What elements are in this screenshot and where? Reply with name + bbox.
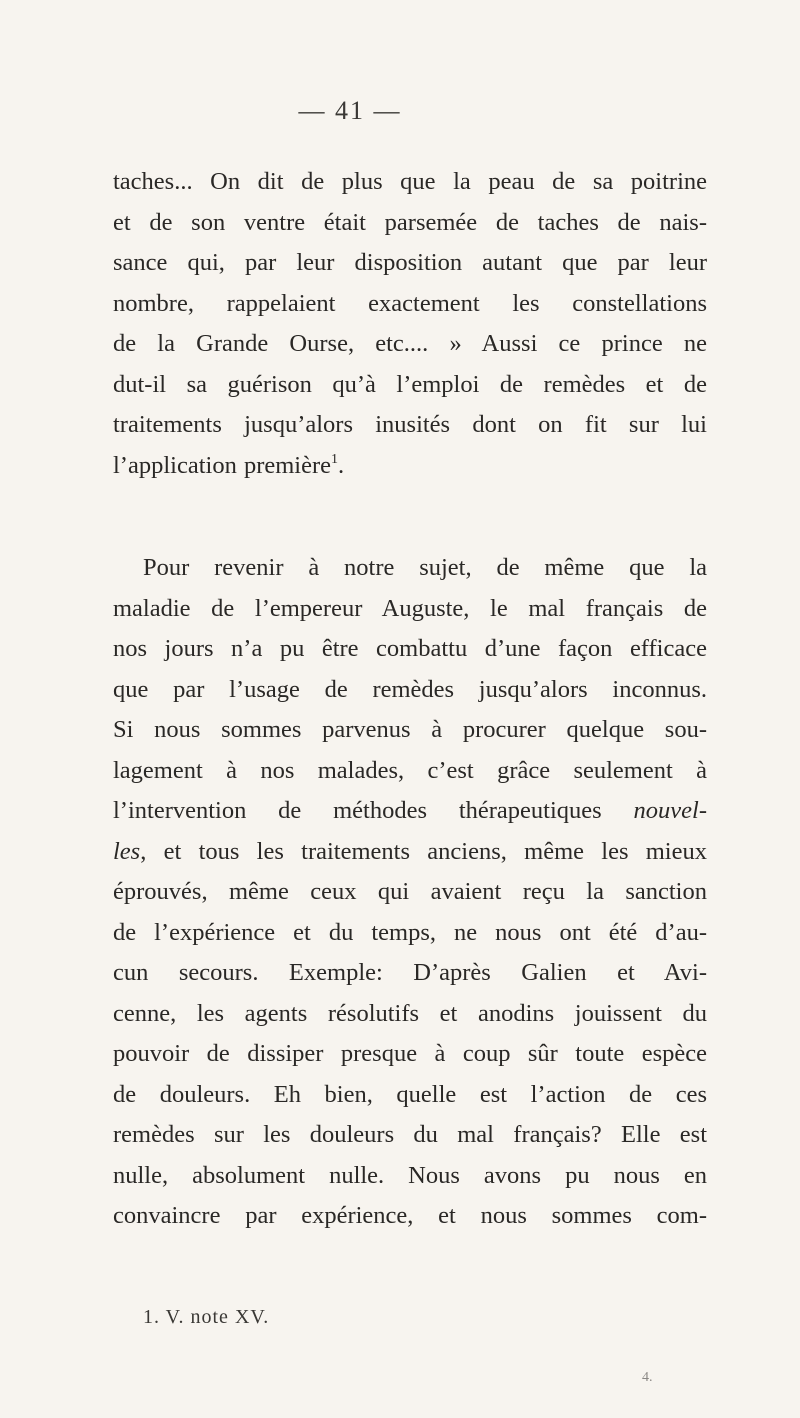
text-line: nombre, rappelaient exactement les constellations [113, 289, 707, 317]
text-line: sance qui, par leur disposition autant que par leur [113, 249, 707, 276]
text-line: Pour revenir à notre sujet, de même que la [143, 554, 707, 581]
text-line: pouvoir de dissiper presque à coup sûr toute espèce [113, 1040, 707, 1067]
text-line [113, 832, 707, 873]
text-line [113, 791, 707, 832]
page-number: — 41 — [298, 96, 402, 125]
text-line: nulle, absolument nulle. Nous avons pu nous en [113, 1161, 707, 1189]
paragraph-1 [113, 162, 707, 486]
text-fragment: l’application première [113, 451, 331, 479]
text-line: Si nous sommes parvenus à procurer quelque sou- [113, 716, 707, 743]
text-line: cun secours. Exemple: D’après Galien et Avi- [113, 959, 707, 986]
text-line: remèdes sur les douleurs du mal français? Elle est [113, 1121, 707, 1148]
text-line: taches... On dit de plus que la peau de sa poitrine [113, 168, 707, 195]
text-line: traitements jusqu’alors inusités dont on fit sur lui [113, 411, 707, 438]
text-line: convaincre par expérience, et nous sommes com- [113, 1202, 707, 1229]
text-fragment: . [338, 451, 345, 479]
text-line: et de son ventre était parsemée de taches de nais- [113, 208, 707, 236]
footnote: 1. V. note XV. [143, 1306, 270, 1328]
text-line: nos jours n’a pu être combattu d’une façon efficace [113, 635, 707, 662]
text-line: de l’expérience et du temps, ne nous ont été d’au- [113, 918, 707, 946]
text-line: de la Grande Ourse, etc.... » Aussi ce prince ne [113, 330, 707, 357]
italic-text: les [113, 837, 141, 865]
text-line: que par l’usage de remèdes jusqu’alors inconnus. [113, 675, 707, 703]
italic-text: nouvel- [633, 797, 708, 824]
signature-mark: 4. [642, 1370, 653, 1385]
paragraph-2 [113, 548, 707, 1237]
text-line: éprouvés, même ceux qui avaient reçu la sanction [113, 878, 707, 905]
text-line: maladie de l’empereur Auguste, le mal français de [113, 594, 707, 622]
text-line: de douleurs. Eh bien, quelle est l’action de ces [113, 1080, 707, 1108]
text-line: cenne, les agents résolutifs et anodins jouissent du [113, 999, 707, 1027]
text-line: lagement à nos malades, c’est grâce seulement à [113, 756, 707, 784]
footnote-reference: 1 [331, 451, 338, 467]
text-fragment: l’intervention de méthodes thérapeutiques [113, 797, 602, 824]
text-line: dut-il sa guérison qu’à l’emploi de remèdes et de [113, 370, 707, 398]
text-fragment: , et tous les traitements anciens, même les mieux [140, 837, 707, 865]
text-line [113, 446, 707, 487]
